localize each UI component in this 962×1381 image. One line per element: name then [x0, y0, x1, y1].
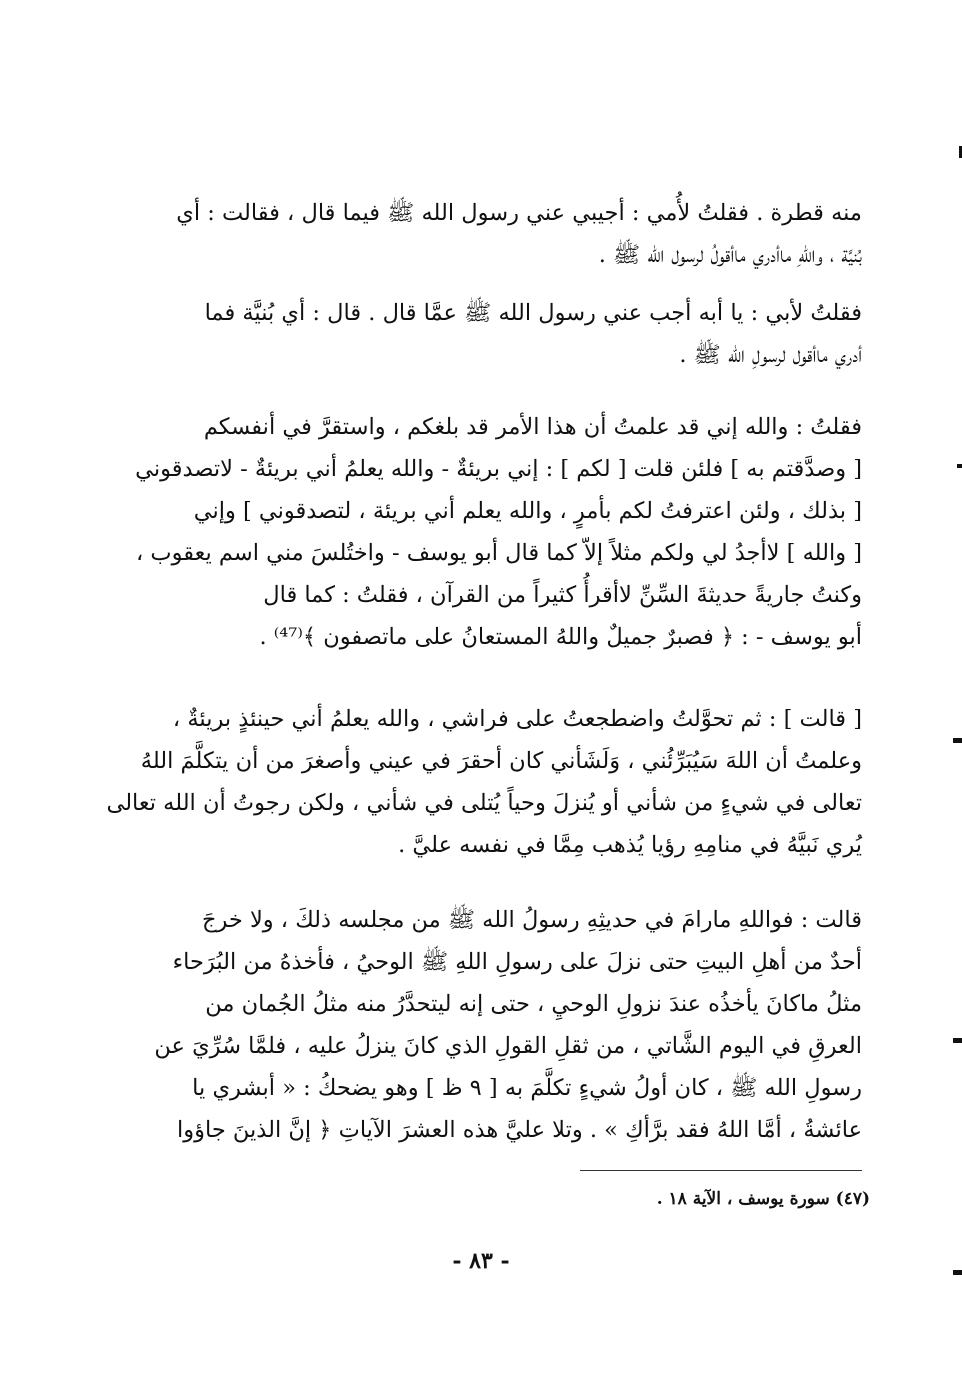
text-line: عائشةُ ، أمَّا اللهُ فقد برَّأكِ » . وتلا عليَّ هذه العشرَ الآياتِ ﴿ إنَّ الذينَ جاؤوا	[177, 1117, 862, 1143]
text-line: [ بذلك ، ولئن اعترفتُ لكم بأمرٍ ، والله يعلم أني بريئة ، لتصدقوني ] وإني	[193, 498, 862, 524]
text-line: العرقِ في اليوم الشَّاتي ، من ثقلِ القولِ الذي كانَ ينزلُ عليه ، فلمَّا سُرِّيَ عن	[154, 1033, 862, 1059]
text-line: يُري نَبيَّهُ في منامِهِ رؤيا يُذهب مِمَّا في نفسه عليَّ .	[398, 832, 862, 858]
scan-edge-mark	[953, 738, 962, 743]
scan-edge-mark	[953, 1270, 962, 1275]
footnote-divider	[580, 1170, 862, 1171]
text-line: أحدٌ من أهلِ البيتِ حتى نزلَ على رسولِ اللهِ ﷺ الوحيُ ، فأخذهُ من البُرَحاء	[172, 949, 862, 975]
text-line: [ والله ] لاأجدُ لي ولكم مثلاً إلاّ كما قال أبو يوسف - واختُلسَ مني اسم يعقوب ،	[136, 540, 862, 566]
page-number: - ٨٣ -	[452, 1248, 510, 1274]
footnote: (٤٧) سورة يوسف ، الآية ١٨ .	[656, 1189, 870, 1209]
text-line: [ قالت ] : ثم تحوَّلتُ واضطجعتُ على فراشي ، والله يعلمُ أني حينئذٍ بريئةٌ ،	[172, 706, 862, 732]
text-line: وكنتُ جاريةً حديثةَ السِّنِّ لاأقرأُ كثيراً من القرآن ، فقلتُ : كما قال	[263, 582, 862, 608]
paragraph	[106, 698, 862, 866]
text-line: فقلتُ لأبي : يا أبه أجب عني رسول الله ﷺ عمَّا قال . قال : أي بُنيَّة فما	[204, 300, 862, 326]
text-line: رسولِ الله ﷺ ، كان أولُ شيءٍ تكلَّمَ به [ ٩ ظ ] وهو يضحكُ : « أبشري يا	[192, 1075, 862, 1101]
paragraph	[154, 899, 862, 1151]
text-line: تعالى في شيءٍ من شأني أو يُنزلَ وحياً يُتلى في شأني ، ولكن رجوتُ أن الله تعالى	[106, 790, 862, 816]
scan-edge-mark	[953, 1038, 962, 1043]
text-line: قالت : فواللهِ مارامَ في حديثِهِ رسولُ الله ﷺ من مجلسه ذلكَ ، ولا خرجَ	[201, 907, 862, 933]
scan-edge-mark	[957, 464, 962, 468]
text-line: أبو يوسف - : ﴿ فصبرٌ جميلٌ واللهُ المستعانُ على ماتصفون ﴾⁽⁴⁷⁾ .	[259, 624, 862, 650]
text-line: أدري ماأقول لرسولِ الله ﷺ .	[679, 342, 862, 368]
text-line: فقلتُ : والله إني قد علمتُ أن هذا الأمر قد بلغكم ، واستقرَّ في أنفسكم	[203, 414, 862, 440]
text-line: وعلمتُ أن اللهَ سَيُبَرِّئُني ، وَلَشَأني كان أحقرَ في عيني وأصغرَ من أن يتكلَّمَ اللهُ	[140, 748, 862, 774]
paragraph	[176, 192, 862, 276]
text-line: [ وصدَّقتم به ] فلئن قلت [ لكم ] : إني بريئةٌ - والله يعلمُ أني بريئةٌ - لاتصدقوني	[135, 456, 862, 482]
paragraph	[190, 292, 862, 376]
text-line: مثلُ ماكانَ يأخذُه عندَ نزولِ الوحيِ ، حتى إنه ليتحدَّرُ منه مثلُ الجُمان من	[205, 991, 862, 1017]
text-line: بُنيَّة ، واللهِ ماأدري ماأقولُ لرسول الله ﷺ .	[598, 242, 862, 268]
text-line: منه قطرة . فقلتُ لأُمي : أجيبي عني رسول الله ﷺ فيما قال ، فقالت : أي	[176, 200, 862, 226]
paragraph	[135, 406, 862, 658]
